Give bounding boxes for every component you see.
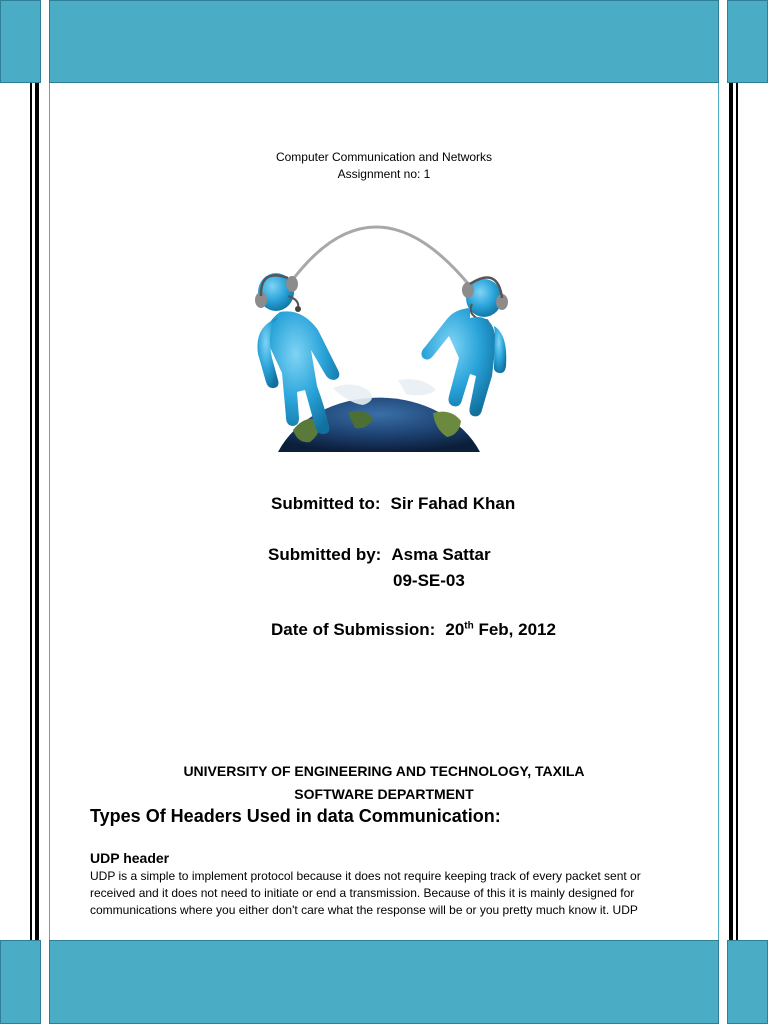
submitted-to-label: Submitted to:	[271, 494, 381, 513]
udp-heading: UDP header	[90, 850, 170, 866]
paragraph-line: received and it does not need to initiate or end a transmission. Because of this it is mainly designed for	[90, 886, 635, 900]
submitted-by	[268, 545, 491, 565]
udp-paragraph	[90, 868, 690, 919]
paragraph-line: communications where you either don't care what the response will be or you pretty much know it. UDP	[90, 903, 638, 917]
frame-line	[30, 83, 32, 940]
course-title: Computer Communication and Networks	[275, 150, 493, 164]
footer-band-left	[0, 940, 41, 1024]
frame-line	[736, 83, 738, 940]
footer-band	[49, 940, 719, 1024]
page-edge-line	[718, 83, 719, 940]
frame-line	[35, 83, 39, 940]
footer-band-right	[727, 940, 768, 1024]
submitted-by-label: Submitted by:	[268, 545, 382, 564]
frame-line	[729, 83, 733, 940]
page-edge-line	[49, 83, 50, 940]
date-rest: Feb, 2012	[473, 620, 556, 639]
submitted-to	[271, 494, 515, 514]
submitted-by-value: Asma Sattar	[391, 545, 491, 564]
header-band-right	[727, 0, 768, 83]
date-label: Date of Submission:	[271, 620, 436, 639]
headset-figures-globe-illustration	[248, 208, 514, 452]
submitted-to-value: Sir Fahad Khan	[390, 494, 516, 513]
university-name: UNIVERSITY OF ENGINEERING AND TECHNOLOGY, TAXILA	[183, 763, 585, 779]
header-band	[49, 0, 719, 83]
paragraph-line: UDP is a simple to implement protocol because it does not require keeping track of every packet sent or	[90, 869, 641, 883]
submission-date	[271, 620, 556, 640]
date-day: 20	[445, 620, 465, 639]
section-heading: Types Of Headers Used in data Communication:	[90, 806, 501, 826]
roll-number: 09-SE-03	[393, 571, 465, 590]
date-suffix: th	[464, 620, 474, 632]
header-band-left	[0, 0, 41, 83]
assignment-number: Assignment no: 1	[337, 167, 431, 181]
department-name: SOFTWARE DEPARTMENT	[294, 786, 474, 802]
